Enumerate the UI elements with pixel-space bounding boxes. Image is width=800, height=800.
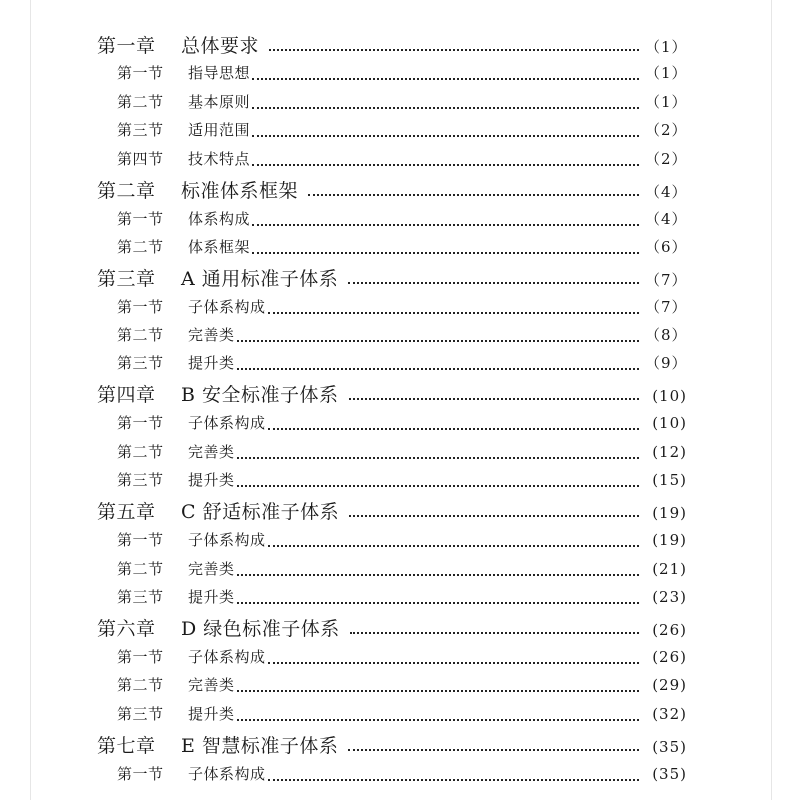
toc-page-number: (35) — [652, 738, 687, 756]
dot-leader — [350, 632, 639, 634]
toc-entry-title: 提升类 — [188, 354, 235, 372]
toc-section-entry[interactable] — [31, 441, 771, 463]
toc-section-entry[interactable] — [31, 236, 771, 258]
toc-entry-title: 总体要求 — [181, 35, 260, 57]
toc-chapter-entry[interactable] — [31, 31, 771, 57]
dot-leader — [252, 107, 639, 109]
dot-leader — [348, 749, 639, 751]
toc-entry-number: 第四节 — [117, 150, 164, 168]
toc-entry-number: 第一节 — [117, 765, 164, 783]
toc-page-number: (26) — [652, 621, 687, 639]
toc-entry-title: 标准体系框架 — [181, 180, 299, 202]
toc-entry-number: 第一节 — [117, 648, 164, 666]
dot-leader — [252, 135, 639, 137]
toc-entry-title: 体系框架 — [188, 238, 251, 256]
toc-entry-title: C 舒适标准子体系 — [181, 501, 340, 523]
toc-page-number: (26) — [652, 648, 687, 666]
toc-page-number: （2） — [645, 121, 688, 139]
toc-entry-number: 第二节 — [117, 93, 164, 111]
dot-leader — [268, 779, 639, 781]
toc-entry-title: 完善类 — [188, 560, 235, 578]
toc-entry-number: 第一章 — [97, 35, 156, 57]
toc-entry-number: 第三节 — [117, 588, 164, 606]
toc-entry-number: 第五章 — [97, 501, 156, 523]
dot-leader — [268, 662, 639, 664]
dot-leader — [268, 312, 639, 314]
toc-page-number: （1） — [645, 93, 688, 111]
toc-chapter-entry[interactable] — [31, 176, 771, 202]
dot-leader — [348, 282, 639, 284]
toc-entry-number: 第二节 — [117, 676, 164, 694]
toc-entry-title: 基本原则 — [188, 93, 251, 111]
dot-leader — [237, 719, 639, 721]
toc-section-entry[interactable] — [31, 119, 771, 141]
toc-entry-title: 子体系构成 — [188, 765, 266, 783]
toc-entry-title: 子体系构成 — [188, 531, 266, 549]
toc-entry-number: 第一节 — [117, 531, 164, 549]
toc-entry-title: 适用范围 — [188, 121, 251, 139]
toc-section-entry[interactable] — [31, 324, 771, 346]
toc-section-entry[interactable] — [31, 763, 771, 785]
toc-section-entry[interactable] — [31, 586, 771, 608]
toc-entry-title: 提升类 — [188, 705, 235, 723]
toc-chapter-entry[interactable] — [31, 614, 771, 640]
toc-page-number: (10) — [652, 387, 687, 405]
toc-entry-title: A 通用标准子体系 — [181, 268, 339, 290]
toc-entry-number: 第一节 — [117, 210, 164, 228]
toc-section-entry[interactable] — [31, 529, 771, 551]
dot-leader — [349, 398, 639, 400]
toc-section-entry[interactable] — [31, 703, 771, 725]
toc-chapter-entry[interactable] — [31, 264, 771, 290]
toc-page-number: (29) — [652, 676, 687, 694]
toc-entry-number: 第七章 — [97, 735, 156, 757]
toc-entry-number: 第一节 — [117, 414, 164, 432]
toc-chapter-entry[interactable] — [31, 497, 771, 523]
toc-section-entry[interactable] — [31, 412, 771, 434]
toc-entry-title: 指导思想 — [188, 64, 251, 82]
dot-leader — [237, 457, 639, 459]
toc-entry-title: 完善类 — [188, 443, 235, 461]
dot-leader — [269, 49, 639, 51]
toc-entry-number: 第三节 — [117, 705, 164, 723]
dot-leader — [237, 368, 639, 370]
toc-page-number: (32) — [652, 705, 687, 723]
dot-leader — [237, 485, 639, 487]
toc-section-entry[interactable] — [31, 558, 771, 580]
toc-entry-title: 完善类 — [188, 676, 235, 694]
toc-entry-title: 完善类 — [188, 326, 235, 344]
toc-entry-number: 第一节 — [117, 298, 164, 316]
toc-chapter-entry[interactable] — [31, 380, 771, 406]
toc-page-number: （6） — [645, 238, 688, 256]
dot-leader — [252, 164, 639, 166]
dot-leader — [237, 340, 639, 342]
toc-entry-title: 提升类 — [188, 588, 235, 606]
document-page — [30, 0, 772, 800]
toc-page-number: (35) — [652, 765, 687, 783]
toc-page-number: （1） — [645, 64, 688, 82]
toc-entry-title: E 智慧标准子体系 — [181, 735, 339, 757]
dot-leader — [252, 78, 639, 80]
toc-page-number: （9） — [645, 354, 688, 372]
dot-leader — [268, 545, 639, 547]
dot-leader — [237, 602, 639, 604]
toc-section-entry[interactable] — [31, 469, 771, 491]
toc-entry-title: 提升类 — [188, 471, 235, 489]
toc-page-number: (15) — [652, 471, 687, 489]
toc-section-entry[interactable] — [31, 646, 771, 668]
toc-entry-title: 技术特点 — [188, 150, 251, 168]
toc-section-entry[interactable] — [31, 148, 771, 170]
dot-leader — [237, 690, 639, 692]
toc-page-number: （4） — [645, 183, 688, 201]
toc-page-number: （4） — [645, 210, 688, 228]
toc-page-number: （7） — [645, 298, 688, 316]
toc-entry-title: 体系构成 — [188, 210, 251, 228]
toc-entry-number: 第一节 — [117, 64, 164, 82]
toc-section-entry[interactable] — [31, 296, 771, 318]
toc-section-entry[interactable] — [31, 352, 771, 374]
toc-entry-title: 子体系构成 — [188, 648, 266, 666]
toc-section-entry[interactable] — [31, 674, 771, 696]
toc-entry-number: 第三节 — [117, 354, 164, 372]
toc-entry-number: 第六章 — [97, 618, 156, 640]
toc-entry-title: 子体系构成 — [188, 414, 266, 432]
dot-leader — [252, 224, 639, 226]
toc-page-number: (19) — [652, 504, 687, 522]
toc-entry-number: 第三节 — [117, 471, 164, 489]
toc-section-entry[interactable] — [31, 62, 771, 84]
toc-page-number: (10) — [652, 414, 687, 432]
toc-section-entry[interactable] — [31, 91, 771, 113]
toc-entry-number: 第三节 — [117, 121, 164, 139]
toc-page-number: （7） — [645, 271, 688, 289]
toc-page-number: (12) — [652, 443, 687, 461]
dot-leader — [308, 194, 639, 196]
toc-entry-number: 第二节 — [117, 326, 164, 344]
toc-page-number: （1） — [645, 38, 688, 56]
toc-entry-number: 第二节 — [117, 443, 164, 461]
toc-entry-title: B 安全标准子体系 — [181, 384, 339, 406]
dot-leader — [252, 252, 639, 254]
toc-entry-number: 第二章 — [97, 180, 156, 202]
toc-entry-number: 第三章 — [97, 268, 156, 290]
toc-page-number: (23) — [652, 588, 687, 606]
toc-entry-title: D 绿色标准子体系 — [181, 618, 340, 640]
toc-page-number: （2） — [645, 150, 688, 168]
toc-page-number: (19) — [652, 531, 687, 549]
toc-entry-title: 子体系构成 — [188, 298, 266, 316]
toc-entry-number: 第二节 — [117, 560, 164, 578]
dot-leader — [237, 574, 639, 576]
dot-leader — [268, 428, 639, 430]
toc-chapter-entry[interactable] — [31, 731, 771, 757]
toc-section-entry[interactable] — [31, 208, 771, 230]
toc-entry-number: 第二节 — [117, 238, 164, 256]
toc-page-number: （8） — [645, 326, 688, 344]
toc-entry-number: 第四章 — [97, 384, 156, 406]
toc-page-number: (21) — [652, 560, 687, 578]
dot-leader — [349, 515, 639, 517]
